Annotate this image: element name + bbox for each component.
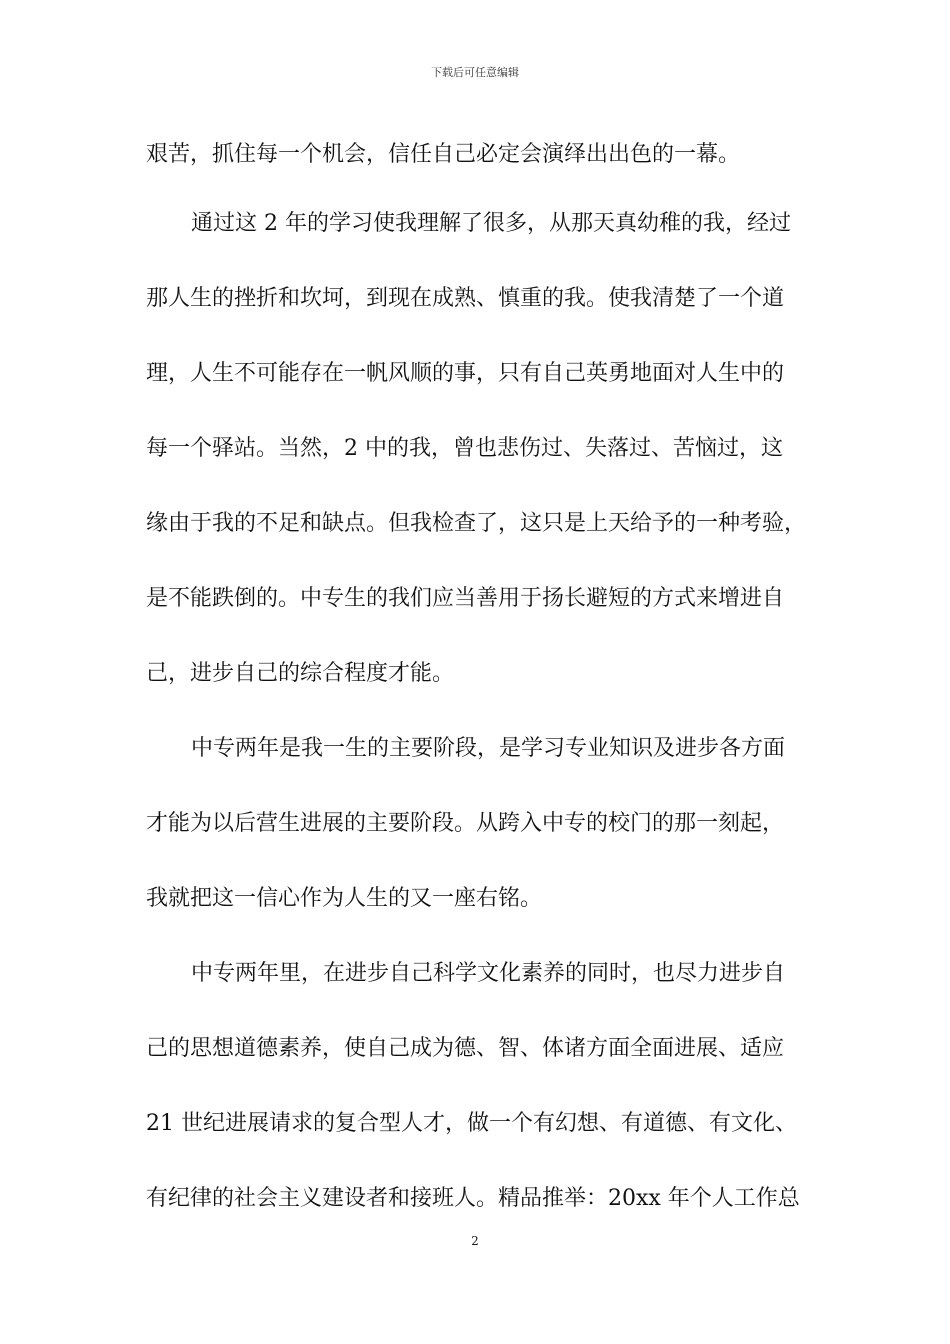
text-line: 21 世纪进展请求的复合型人才，做一个有幻想、有道德、有文化、 [146, 1111, 797, 1136]
page-number: 2 [471, 1234, 479, 1248]
text-line: 中专两年里，在进步自己科学文化素养的同时，也尽力进步自 [191, 961, 786, 986]
text-line: 己的思想道德素养，使自己成为德、智、体诸方面全面进展、适应 [146, 1036, 785, 1061]
page-header: 下载后可任意编辑 [431, 66, 519, 79]
text-line: 中专两年是我一生的主要阶段，是学习专业知识及进步各方面 [191, 736, 786, 761]
text-line: 缘由于我的不足和缺点。但我检查了，这只是上天给予的一种考验， [146, 511, 807, 536]
text-line: 是不能跌倒的。中专生的我们应当善用于扬长避短的方式来增进自 [146, 586, 785, 611]
text-line: 才能为以后营生进展的主要阶段。从跨入中专的校门的那一刻起， [146, 811, 785, 836]
text-line: 每一个驿站。当然，2 中的我，曾也悲伤过、失落过、苦恼过，这 [146, 436, 783, 461]
text-line: 有纪律的社会主义建设者和接班人。精品推举：20xx 年个人工作总 [146, 1186, 800, 1211]
text-line: 理，人生不可能存在一帆风顺的事，只有自己英勇地面对人生中的 [146, 361, 785, 386]
text-line: 己，进步自己的综合程度才能。 [146, 661, 455, 686]
text-line: 通过这 2 年的学习使我理解了很多，从那天真幼稚的我，经过 [191, 211, 791, 236]
text-line: 艰苦，抓住每一个机会，信任自己必定会演绎出出色的一幕。 [146, 142, 741, 167]
text-line: 那人生的挫折和坎坷，到现在成熟、慎重的我。使我清楚了一个道 [146, 286, 785, 311]
text-line: 我就把这一信心作为人生的又一座右铭。 [146, 886, 543, 911]
